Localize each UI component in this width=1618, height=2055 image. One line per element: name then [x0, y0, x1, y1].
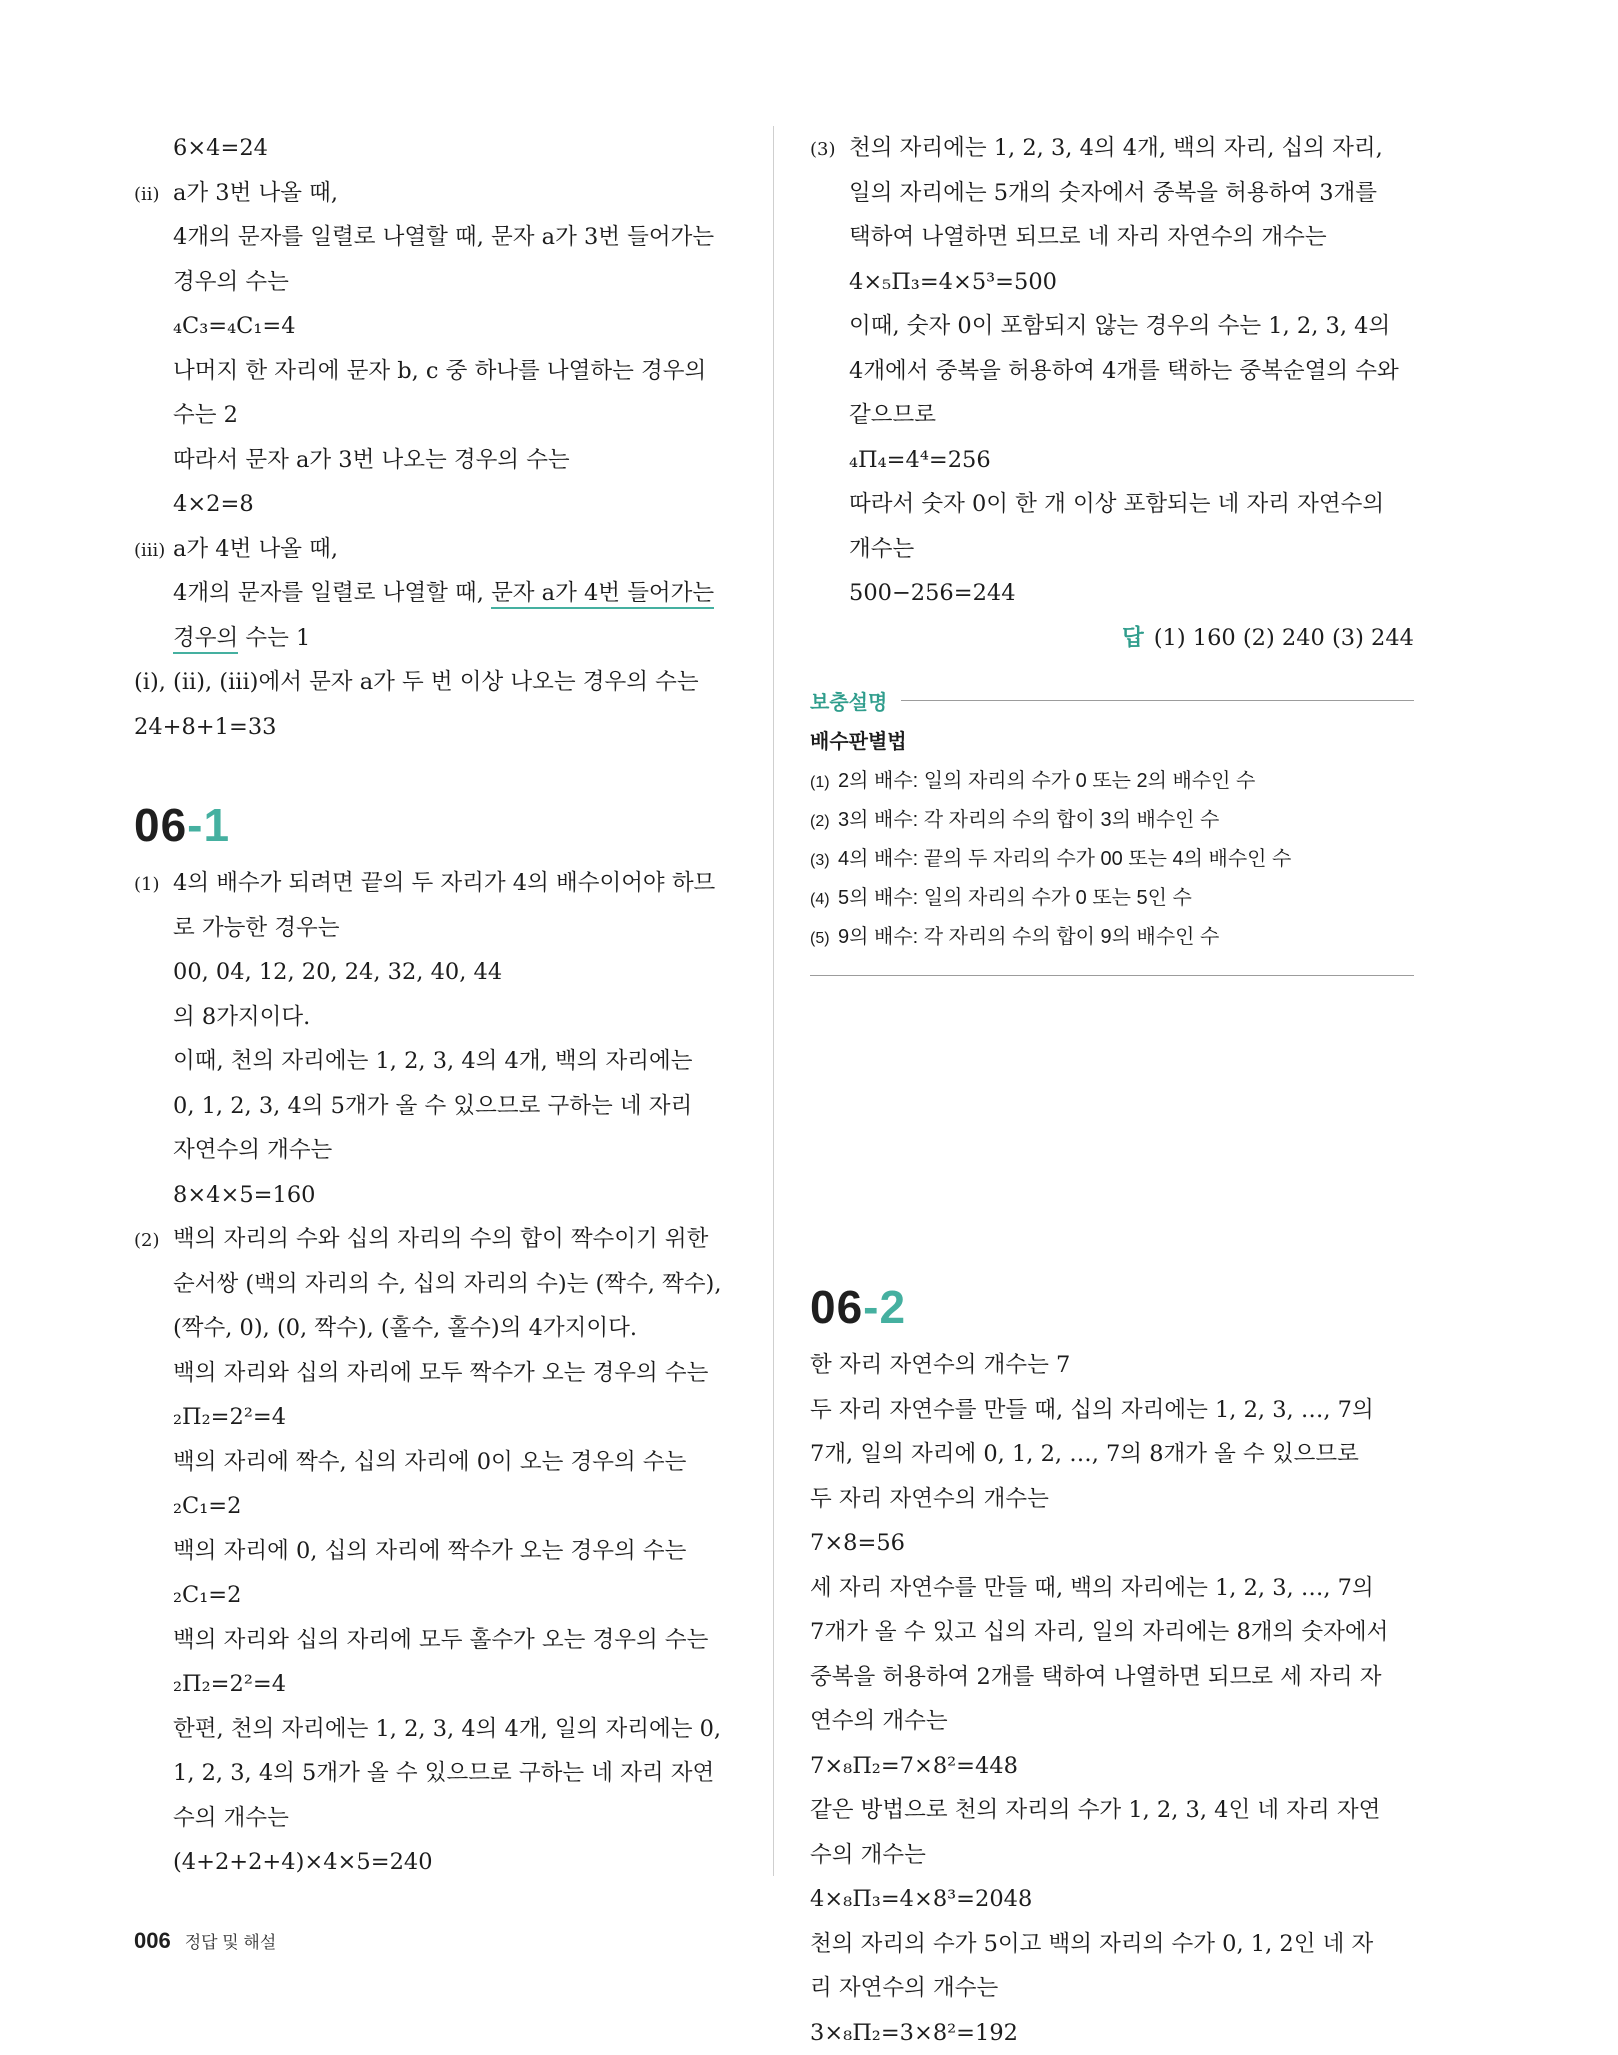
note-item-text: 5의 배수: 일의 자리의 수가 0 또는 5인 수 [838, 887, 1192, 909]
text-line [134, 438, 736, 483]
underlined-line-2-suffix: 수는 1 [238, 625, 310, 651]
text-line [134, 1618, 736, 1663]
text-line [134, 950, 736, 995]
answer-line [810, 616, 1414, 661]
underlined-text-2: 경우의 [173, 625, 238, 654]
text-line [134, 1751, 736, 1796]
line-text: 0, 1, 2, 3, 4의 5개가 올 수 있으므로 구하는 네 자리 [173, 1093, 692, 1119]
section-2-lines [810, 1343, 1414, 2055]
line-text: ₂C₁=2 [173, 1582, 241, 1608]
section-sub-number: 2 [880, 1281, 907, 1333]
line-text: (4+2+2+4)×4×5=240 [173, 1849, 433, 1875]
note-subtitle: 배수판별법 [810, 722, 1414, 762]
item-marker: (2) [134, 1219, 173, 1264]
section-heading-06-2 [810, 1271, 1414, 1343]
note-title: 보충설명 [810, 686, 887, 715]
line-text: 이때, 천의 자리에는 1, 2, 3, 4의 4개, 백의 자리에는 [173, 1048, 692, 1074]
section-separator: - [187, 799, 203, 851]
line-text: 개수는 [849, 536, 914, 562]
text-line [810, 1744, 1414, 1789]
line-text: 경우의 수는 [173, 269, 289, 295]
line-text: 두 자리 자연수를 만들 때, 십의 자리에는 1, 2, 3, …, 7의 [810, 1397, 1374, 1423]
text-line [134, 1217, 736, 1262]
text-line [134, 393, 736, 438]
line-text: 따라서 숫자 0이 한 개 이상 포함되는 네 자리 자연수의 [849, 491, 1384, 517]
note-item [810, 918, 1414, 957]
line-text: 이때, 숫자 0이 포함되지 않는 경우의 수는 1, 2, 3, 4의 [849, 313, 1390, 339]
line-text: 일의 자리에는 5개의 숫자에서 중복을 허용하여 3개를 [849, 180, 1377, 206]
line-text: 백의 자리의 수와 십의 자리의 수의 합이 짝수이기 위한 [173, 1226, 708, 1252]
text-line [810, 438, 1414, 483]
line-text: 8×4×5=160 [173, 1182, 315, 1208]
line-text: 따라서 문자 a가 3번 나오는 경우의 수는 [173, 447, 570, 473]
text-line [134, 1306, 736, 1351]
line-text: 4×2=8 [173, 491, 254, 517]
line-text: 백의 자리에 짝수, 십의 자리에 0이 오는 경우의 수는 [173, 1449, 686, 1475]
column-divider [773, 126, 774, 1876]
note-item [810, 879, 1414, 918]
text-line [810, 1922, 1414, 1967]
page-number: 006 [134, 1928, 171, 1953]
answer-label: 답 [1122, 625, 1144, 650]
text-line [134, 1039, 736, 1084]
note-item-text: 3의 배수: 각 자리의 수의 합이 3의 배수인 수 [838, 809, 1219, 831]
right-lines-a [810, 126, 1414, 616]
section-1-lines [134, 861, 736, 1885]
text-line [810, 215, 1414, 260]
text-line [134, 1173, 736, 1218]
line-text: (짝수, 0), (0, 짝수), (홀수, 홀수)의 4가지이다. [173, 1315, 637, 1341]
text-line [810, 1610, 1414, 1655]
text-line [810, 304, 1414, 349]
text-line [134, 1529, 736, 1574]
line-text: 두 자리 자연수의 개수는 [810, 1486, 1049, 1512]
text-line [810, 349, 1414, 394]
text-line [810, 2011, 1414, 2055]
text-line [134, 260, 736, 305]
line-text: 순서쌍 (백의 자리의 수, 십의 자리의 수)는 (짝수, 짝수), [173, 1271, 722, 1297]
section-number: 06 [810, 1281, 863, 1333]
line-text: ₄C₃=₄C₁=4 [173, 313, 296, 339]
line-text: 500−256=244 [849, 580, 1016, 606]
line-text: 1, 2, 3, 4의 5개가 올 수 있으므로 구하는 네 자리 자연 [173, 1760, 714, 1786]
line-text: 자연수의 개수는 [173, 1137, 332, 1163]
text-line [134, 304, 736, 349]
line-text: 7개가 올 수 있고 십의 자리, 일의 자리에는 8개의 숫자에서 [810, 1619, 1388, 1645]
text-line [134, 215, 736, 260]
line-text: 24+8+1=33 [134, 714, 276, 740]
line-text: 세 자리 자연수를 만들 때, 백의 자리에는 1, 2, 3, …, 7의 [810, 1575, 1374, 1601]
line-text: ₂Π₂=2²=4 [173, 1671, 286, 1697]
text-line [810, 482, 1414, 527]
page-title: 정답 및 해설 [185, 1933, 277, 1952]
underlined-line-1 [134, 571, 736, 616]
left-column [134, 126, 736, 1885]
line-text: 수는 2 [173, 402, 238, 428]
text-line [134, 527, 736, 572]
note-item-marker: (2) [810, 802, 838, 841]
text-line [810, 260, 1414, 305]
text-line [810, 1966, 1414, 2011]
line-text: 3×₈Π₂=3×8²=192 [810, 2020, 1018, 2046]
text-line [134, 1351, 736, 1396]
note-item-marker: (3) [810, 841, 838, 880]
item-marker: (3) [810, 128, 849, 173]
line-text: ₂C₁=2 [173, 1493, 241, 1519]
supplement-note [810, 678, 1414, 976]
line-text: ₄Π₄=4⁴=256 [849, 447, 991, 473]
line-text: 백의 자리와 십의 자리에 모두 홀수가 오는 경우의 수는 [173, 1627, 708, 1653]
answer-text: (1) 160 (2) 240 (3) 244 [1154, 625, 1414, 651]
line-text: 6×4=24 [173, 135, 268, 161]
underlined-line-1-prefix: 4개의 문자를 일렬로 나열할 때, [173, 580, 491, 606]
text-line [134, 906, 736, 951]
note-item-text: 9의 배수: 각 자리의 수의 합이 9의 배수인 수 [838, 926, 1219, 948]
page-footer [134, 1928, 276, 1954]
text-line [134, 482, 736, 527]
text-line [810, 171, 1414, 216]
note-items [810, 762, 1414, 957]
line-text: 4의 배수가 되려면 끝의 두 자리가 4의 배수이어야 하므 [173, 870, 715, 896]
line-text: 4×₅Π₃=4×5³=500 [849, 269, 1057, 295]
text-line [134, 1128, 736, 1173]
line-text: a가 3번 나올 때, [173, 180, 338, 206]
text-line [134, 1707, 736, 1752]
line-text: 택하여 나열하면 되므로 네 자리 자연수의 개수는 [849, 224, 1327, 250]
section-sub-number: 1 [204, 799, 231, 851]
text-line [134, 861, 736, 906]
text-line [134, 1796, 736, 1841]
text-line [810, 393, 1414, 438]
line-text: 00, 04, 12, 20, 24, 32, 40, 44 [173, 959, 502, 985]
section-separator: - [863, 1281, 879, 1333]
note-item [810, 801, 1414, 840]
text-line [810, 1388, 1414, 1433]
line-text: 백의 자리에 0, 십의 자리에 짝수가 오는 경우의 수는 [173, 1538, 686, 1564]
line-text: a가 4번 나올 때, [173, 536, 338, 562]
line-text: 4개의 문자를 일렬로 나열할 때, 문자 a가 3번 들어가는 [173, 224, 714, 250]
text-line [810, 1655, 1414, 1700]
text-line [810, 1343, 1414, 1388]
item-marker: (iii) [134, 529, 173, 574]
line-text: 같은 방법으로 천의 자리의 수가 1, 2, 3, 4인 네 자리 자연 [810, 1797, 1380, 1823]
section-number: 06 [134, 799, 187, 851]
item-marker: (ii) [134, 173, 173, 218]
line-text: ₂Π₂=2²=4 [173, 1404, 286, 1430]
text-line [810, 1788, 1414, 1833]
line-text: 의 8가지이다. [173, 1004, 310, 1030]
text-line [134, 1084, 736, 1129]
text-line [810, 1566, 1414, 1611]
line-text: 천의 자리에는 1, 2, 3, 4의 4개, 백의 자리, 십의 자리, [849, 135, 1383, 161]
text-line [134, 1484, 736, 1529]
text-line [134, 1440, 736, 1485]
line-text: 같으므로 [849, 402, 936, 428]
left-lines-b [134, 660, 736, 749]
note-item-marker: (5) [810, 919, 838, 958]
line-text: 나머지 한 자리에 문자 b, c 중 하나를 나열하는 경우의 [173, 358, 706, 384]
text-line [134, 171, 736, 216]
line-text: (i), (ii), (iii)에서 문자 a가 두 번 이상 나오는 경우의 수는 [134, 669, 699, 695]
underlined-text-1: 문자 a가 4번 들어가는 [491, 580, 714, 609]
line-text: 로 가능한 경우는 [173, 915, 339, 941]
right-column [810, 126, 1414, 2055]
text-line [134, 349, 736, 394]
line-text: 한편, 천의 자리에는 1, 2, 3, 4의 4개, 일의 자리에는 0, [173, 1716, 721, 1742]
text-line [810, 571, 1414, 616]
note-header [810, 678, 1414, 722]
text-line [810, 1833, 1414, 1878]
note-top-rule [901, 700, 1414, 701]
text-line [134, 660, 736, 705]
text-line [810, 1477, 1414, 1522]
line-text: 백의 자리와 십의 자리에 모두 짝수가 오는 경우의 수는 [173, 1360, 708, 1386]
section-heading-06-1 [134, 789, 736, 861]
line-text: 7×8=56 [810, 1530, 905, 1556]
line-text: 천의 자리의 수가 5이고 백의 자리의 수가 0, 1, 2인 네 자 [810, 1931, 1373, 1957]
note-item-text: 4의 배수: 끝의 두 자리의 수가 00 또는 4의 배수인 수 [838, 848, 1291, 870]
note-item [810, 840, 1414, 879]
text-line [134, 1395, 736, 1440]
line-text: 수의 개수는 [173, 1805, 289, 1831]
text-line [134, 1662, 736, 1707]
item-marker: (1) [134, 863, 173, 908]
line-text: 4×₈Π₃=4×8³=2048 [810, 1886, 1032, 1912]
note-item-text: 2의 배수: 일의 자리의 수가 0 또는 2의 배수인 수 [838, 770, 1255, 792]
left-lines-a [134, 126, 736, 571]
text-line [134, 1840, 736, 1885]
text-line [810, 527, 1414, 572]
text-line [134, 1573, 736, 1618]
note-item-marker: (1) [810, 763, 838, 802]
text-line [134, 705, 736, 750]
note-item [810, 762, 1414, 801]
underlined-line-2 [134, 616, 736, 661]
line-text: 7×₈Π₂=7×8²=448 [810, 1753, 1018, 1779]
line-text: 연수의 개수는 [810, 1708, 948, 1734]
note-item-marker: (4) [810, 880, 838, 919]
line-text: 리 자연수의 개수는 [810, 1975, 998, 2001]
text-line [810, 1521, 1414, 1566]
text-line [134, 995, 736, 1040]
line-text: 수의 개수는 [810, 1842, 926, 1868]
text-line [810, 1699, 1414, 1744]
text-line [810, 126, 1414, 171]
line-text: 4개에서 중복을 허용하여 4개를 택하는 중복순열의 수와 [849, 358, 1399, 384]
text-line [810, 1877, 1414, 1922]
text-line [810, 1432, 1414, 1477]
text-line [134, 126, 736, 171]
line-text: 중복을 허용하여 2개를 택하여 나열하면 되므로 세 자리 자 [810, 1664, 1381, 1690]
text-line [134, 1262, 736, 1307]
line-text: 7개, 일의 자리에 0, 1, 2, …, 7의 8개가 올 수 있으므로 [810, 1441, 1359, 1467]
line-text: 한 자리 자연수의 개수는 7 [810, 1352, 1070, 1378]
